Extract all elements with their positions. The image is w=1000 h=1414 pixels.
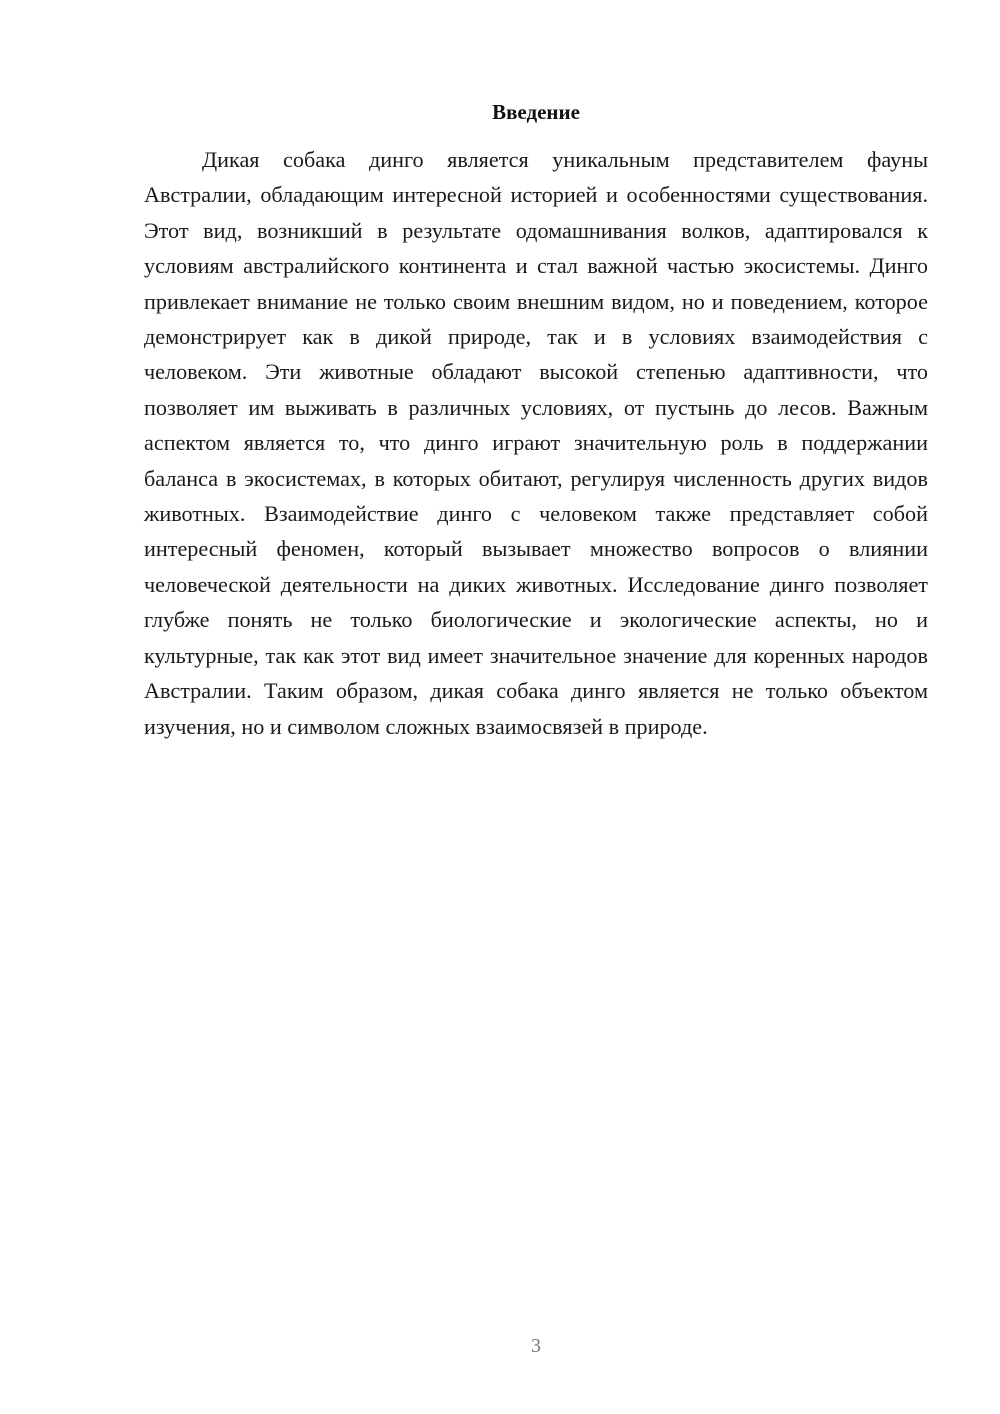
section-heading: Введение <box>492 100 580 124</box>
page-number: 3 <box>531 1335 541 1357</box>
body-paragraph: Дикая собака динго является уникальным представителем фауны Австралии, обладающим интересной историей и особенностями существования. Этот вид, возникший в результате одомашнивания волков, адаптировался к условиям австралийского континента и стал важной частью экосистемы. Динго привлекает внимание не только своим внешним видом, но и поведением, которое демонстрирует как в дикой природе, так и в условиях взаимодействия с человеком. Эти животные обладают высокой степенью адаптивности, что позволяет им выживать в различных условиях, от пустынь до лесов. Важным аспектом является то, что динго играют значительную роль в поддержании баланса в экосистемах, в которых обитают, регулируя численность других видов животных. Взаимодействие динго с человеком также представляет собой интересный феномен, который вызывает множество вопросов о влиянии человеческой деятельности на диких животных. Исследование динго позволяет глубже понять не только биологические и экологические аспекты, но и культурные, так как этот вид имеет значительное значение для коренных народов Австралии. Таким образом, дикая собака динго является не только объектом изучения, но и символом сложных взаимосвязей в природе. <box>144 147 928 739</box>
